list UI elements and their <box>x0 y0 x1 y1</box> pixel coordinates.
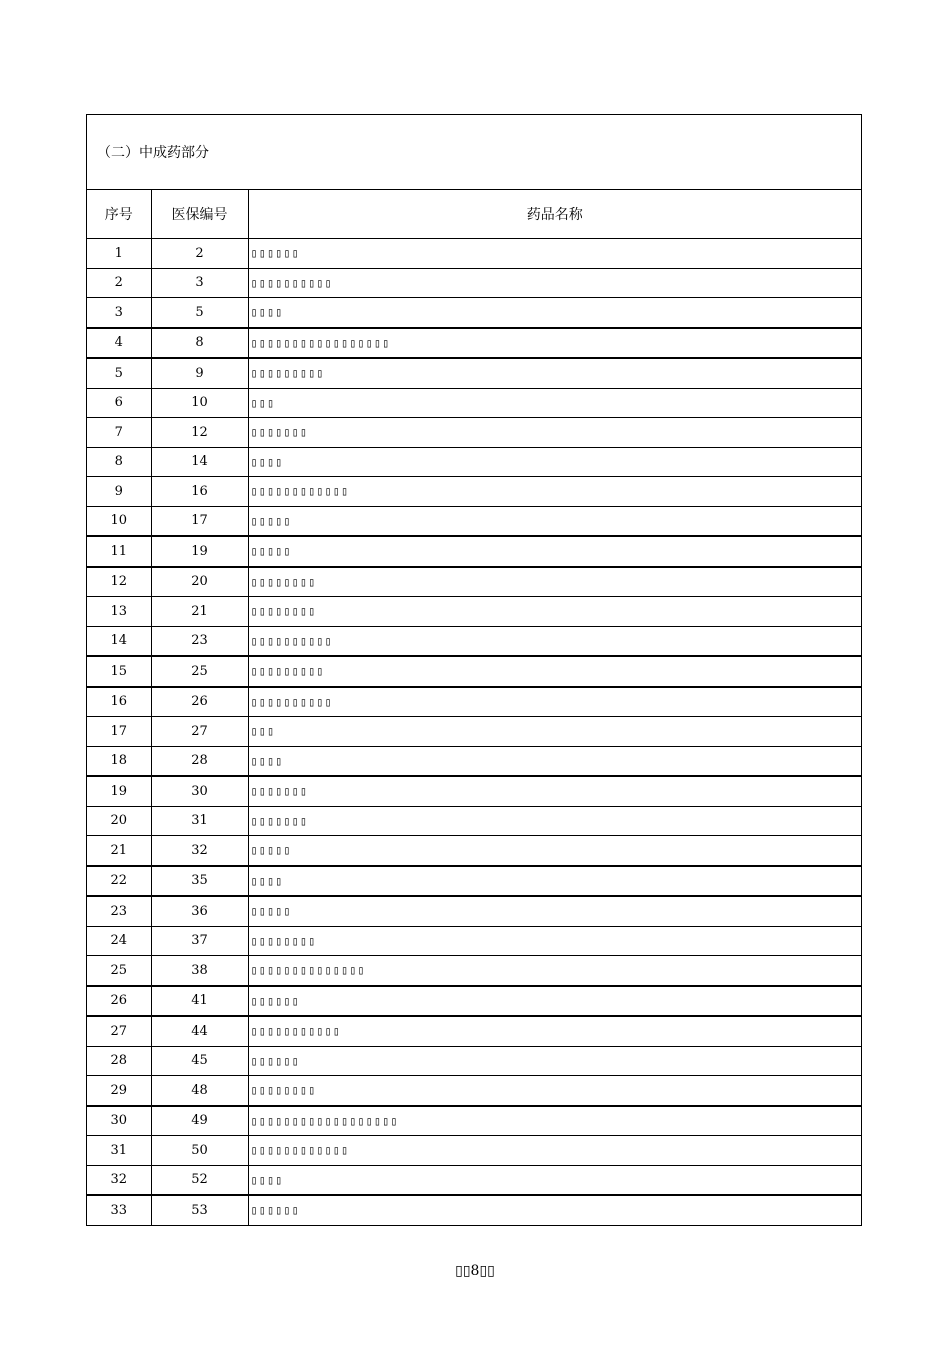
cell-drug-name: ▯▯▯▯▯▯▯▯▯ <box>248 358 861 388</box>
table-row <box>87 866 861 897</box>
cell-drug-name: ▯▯▯▯▯▯ <box>250 246 300 261</box>
cell-drug-name: ▯▯▯ <box>248 388 861 418</box>
section-title: （二）中成药部分 <box>87 115 861 190</box>
cell-seq: 27 <box>87 1016 151 1046</box>
cell-drug-name: ▯▯▯▯▯▯▯▯▯▯▯▯▯▯ <box>248 956 861 986</box>
cell-code: 14 <box>151 447 248 477</box>
cell-code: 31 <box>151 806 248 836</box>
cell-seq: 13 <box>87 597 151 627</box>
table-row <box>87 806 861 836</box>
cell-code: 48 <box>151 1076 248 1106</box>
cell-drug-name: ▯▯▯▯▯▯▯▯ <box>248 926 861 956</box>
cell-seq: 22 <box>87 866 151 897</box>
cell-code: 52 <box>151 1165 248 1195</box>
table-row <box>87 477 861 507</box>
page-footer: ▯▯8▯▯ <box>455 1263 495 1279</box>
drug-list-sheet <box>86 114 862 1226</box>
cell-drug-name: ▯▯▯▯▯ <box>248 536 861 567</box>
column-header-code: 医保编号 <box>151 190 248 239</box>
table-row <box>87 447 861 477</box>
table-row <box>87 926 861 956</box>
table-row <box>87 1016 861 1046</box>
cell-code: 28 <box>151 746 248 776</box>
cell-drug-name: ▯▯▯▯▯▯▯▯▯▯▯▯▯▯▯▯▯ <box>248 328 861 359</box>
cell-code: 30 <box>151 776 248 806</box>
cell-code: 32 <box>151 836 248 866</box>
cell-seq: 17 <box>87 717 151 747</box>
cell-seq: 21 <box>87 836 151 866</box>
table-row <box>87 956 861 986</box>
cell-drug-name: ▯▯▯▯▯▯▯▯▯▯ <box>248 268 861 298</box>
table-row <box>87 328 861 359</box>
table-row <box>87 298 861 328</box>
cell-code: 23 <box>151 626 248 656</box>
cell-seq: 25 <box>87 956 151 986</box>
column-header-name: 药品名称 <box>248 190 861 239</box>
table-row <box>87 506 861 536</box>
cell-code: 2 <box>151 239 248 269</box>
drug-table <box>87 190 861 1225</box>
cell-seq: 24 <box>87 926 151 956</box>
cell-seq: 20 <box>87 806 151 836</box>
cell-code: 38 <box>151 956 248 986</box>
cell-drug-name: ▯▯▯▯▯ <box>248 836 861 866</box>
cell-code: 27 <box>151 717 248 747</box>
cell-seq: 11 <box>87 536 151 567</box>
cell-seq: 12 <box>87 567 151 597</box>
cell-code: 20 <box>151 567 248 597</box>
cell-code: 3 <box>151 268 248 298</box>
cell-seq: 19 <box>87 776 151 806</box>
cell-seq: 14 <box>87 626 151 656</box>
table-row <box>87 268 861 298</box>
table-row <box>87 986 861 1017</box>
cell-code: 49 <box>151 1106 248 1136</box>
table-row <box>87 597 861 627</box>
cell-drug-name: ▯▯▯▯▯▯▯ <box>248 418 861 448</box>
cell-drug-name: ▯▯▯▯▯▯▯▯▯ <box>248 656 861 687</box>
cell-seq: 10 <box>87 506 151 536</box>
table-row <box>87 239 861 269</box>
cell-seq: 16 <box>87 687 151 717</box>
cell-drug-name: ▯▯▯▯▯▯▯▯▯▯▯ <box>248 1016 861 1046</box>
table-row <box>87 1165 861 1195</box>
cell-drug-name: ▯▯▯▯▯▯▯▯ <box>248 1076 861 1106</box>
table-row <box>87 358 861 388</box>
table-row <box>87 1046 861 1076</box>
cell-drug-name: ▯▯▯▯ <box>248 1165 861 1195</box>
cell-seq: 8 <box>87 447 151 477</box>
cell-code: 8 <box>151 328 248 359</box>
cell-drug-name: ▯▯▯▯▯▯▯▯ <box>248 567 861 597</box>
cell-seq: 32 <box>87 1165 151 1195</box>
table-row <box>87 418 861 448</box>
table-row <box>87 1106 861 1136</box>
cell-drug-name: ▯▯▯▯▯▯▯ <box>248 776 861 806</box>
cell-drug-name: ▯▯▯▯▯▯▯▯▯▯ <box>248 626 861 656</box>
cell-drug-name: ▯▯▯▯▯ <box>248 506 861 536</box>
cell-seq: 18 <box>87 746 151 776</box>
table-row <box>87 746 861 776</box>
cell-code: 41 <box>151 986 248 1017</box>
cell-drug-name: ▯▯▯▯▯▯▯▯▯▯▯▯▯▯▯▯▯▯ <box>248 1106 861 1136</box>
table-row <box>87 1076 861 1106</box>
cell-code: 19 <box>151 536 248 567</box>
cell-drug-name: ▯▯▯ <box>248 717 861 747</box>
cell-drug-name: ▯▯▯▯ <box>248 298 861 328</box>
cell-code: 12 <box>151 418 248 448</box>
cell-code: 10 <box>151 388 248 418</box>
cell-drug-name: ▯▯▯▯▯▯▯▯ <box>248 597 861 627</box>
cell-drug-name: ▯▯▯▯▯▯▯ <box>248 806 861 836</box>
cell-code: 35 <box>151 866 248 897</box>
table-row <box>87 1195 861 1225</box>
table-row <box>87 656 861 687</box>
table-row <box>87 1136 861 1166</box>
cell-code: 53 <box>151 1195 248 1225</box>
cell-seq: 33 <box>87 1195 151 1225</box>
table-row <box>87 836 861 866</box>
table-row <box>87 896 861 926</box>
cell-seq: 28 <box>87 1046 151 1076</box>
cell-drug-name: ▯▯▯▯▯▯ <box>248 1195 861 1225</box>
cell-code: 36 <box>151 896 248 926</box>
cell-seq: 1 <box>87 239 151 269</box>
table-row <box>87 687 861 717</box>
cell-seq: 5 <box>87 358 151 388</box>
cell-seq: 29 <box>87 1076 151 1106</box>
cell-seq: 30 <box>87 1106 151 1136</box>
cell-seq: 26 <box>87 986 151 1017</box>
table-header-row <box>87 190 861 239</box>
cell-code: 50 <box>151 1136 248 1166</box>
cell-code: 17 <box>151 506 248 536</box>
cell-seq: 31 <box>87 1136 151 1166</box>
cell-code: 26 <box>151 687 248 717</box>
table-row <box>87 388 861 418</box>
cell-code: 44 <box>151 1016 248 1046</box>
cell-seq: 15 <box>87 656 151 687</box>
cell-code: 9 <box>151 358 248 388</box>
cell-code: 25 <box>151 656 248 687</box>
cell-seq: 23 <box>87 896 151 926</box>
cell-drug-name: ▯▯▯▯▯▯ <box>248 1046 861 1076</box>
cell-drug-name: ▯▯▯▯▯▯ <box>248 986 861 1017</box>
table-row <box>87 776 861 806</box>
cell-drug-name: ▯▯▯▯ <box>248 746 861 776</box>
cell-drug-name: ▯▯▯▯ <box>248 866 861 897</box>
cell-code: 37 <box>151 926 248 956</box>
cell-seq: 9 <box>87 477 151 507</box>
cell-code: 5 <box>151 298 248 328</box>
cell-seq: 2 <box>87 268 151 298</box>
cell-drug-name: ▯▯▯▯▯ <box>248 896 861 926</box>
cell-drug-name: ▯▯▯▯▯▯▯▯▯▯▯▯ <box>248 477 861 507</box>
table-row <box>87 536 861 567</box>
cell-code: 21 <box>151 597 248 627</box>
table-row <box>87 717 861 747</box>
cell-seq: 6 <box>87 388 151 418</box>
cell-drug-name: ▯▯▯▯ <box>248 447 861 477</box>
cell-code: 16 <box>151 477 248 507</box>
table-row <box>87 626 861 656</box>
cell-code: 45 <box>151 1046 248 1076</box>
cell-drug-name: ▯▯▯▯▯▯▯▯▯▯ <box>248 687 861 717</box>
column-header-seq: 序号 <box>87 190 151 239</box>
cell-seq: 7 <box>87 418 151 448</box>
table-row <box>87 567 861 597</box>
cell-seq: 4 <box>87 328 151 359</box>
cell-seq: 3 <box>87 298 151 328</box>
cell-drug-name: ▯▯▯▯▯▯▯▯▯▯▯▯ <box>248 1136 861 1166</box>
